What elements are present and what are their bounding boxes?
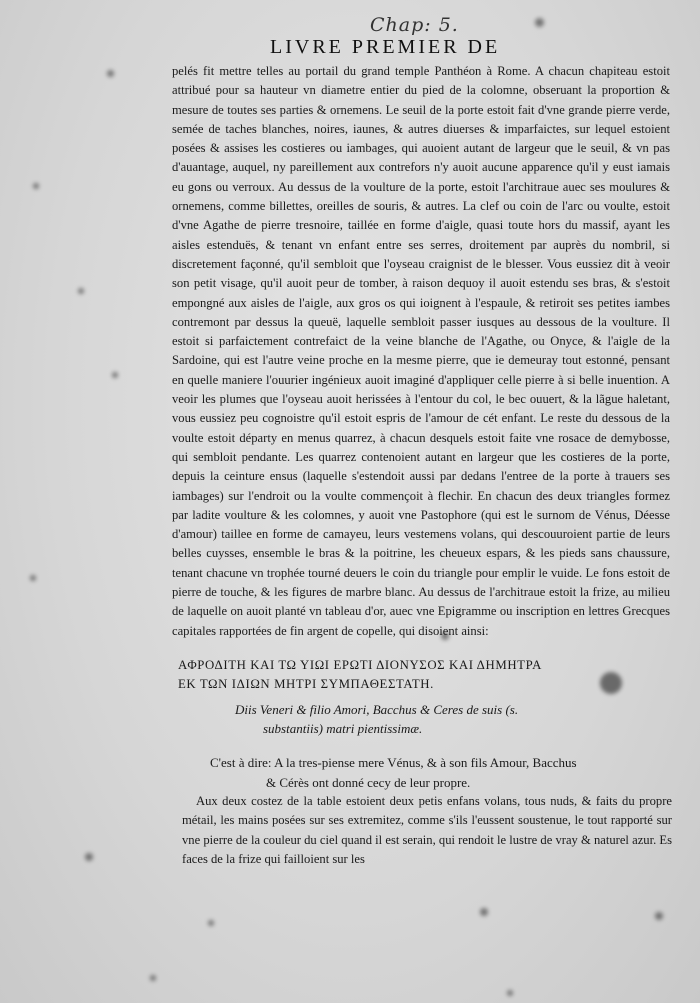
ink-spot (150, 975, 156, 981)
ink-spot (655, 912, 663, 920)
ink-spot (107, 70, 114, 77)
ink-spot (507, 990, 513, 996)
greek-line: ΑΦΡΟΔΙΤΗ ΚΑΙ ΤΩ ΥΙΩΙ ΕΡΩΤΙ ΔΙΟΝΥΣΟΣ ΚΑΙ ΔΗΜΗΤΡΑ (178, 658, 542, 672)
greek-line: ΕΚ ΤΩΝ ΙΔΙΩΝ ΜΗΤΡΙ ΣΥΜΠΑΘΕΣΤΑΤΗ. (178, 677, 434, 691)
latin-inscription (235, 700, 615, 738)
translation-line: C'est à dire: A la tres-piense mere Vénus, & à son fils Amour, Bacchus (210, 755, 577, 770)
ink-spot (33, 183, 39, 189)
ink-spot (208, 920, 214, 926)
main-paragraph (172, 62, 670, 641)
ink-spot (535, 18, 544, 27)
handwritten-annotation: Chap: 5. (370, 14, 459, 36)
ink-spot (480, 908, 488, 916)
latin-line: substantiis) matri pientissimæ. (263, 721, 423, 736)
paragraph-text: Aux deux costez de la table estoient deux petis enfans volans, tous nuds, & faits du propre métail, les mains posées sur ses extremitez, comme s'ils l'eussent soustenue, le tout rapporté sur vne pierre de la couleur du ciel quand il est serain, qui rendoit le lustre de vray & naturel azur. Es faces de la frize qui failloient sur les (182, 794, 672, 866)
running-head: LIVRE PREMIER DE (270, 36, 501, 58)
ink-spot (78, 288, 84, 294)
ink-spot (112, 372, 118, 378)
translation-line: & Cérès ont donné cecy de leur propre. (266, 774, 471, 790)
latin-line: Diis Veneri & filio Amori, Bacchus & Ceres de suis (s. (235, 702, 519, 717)
greek-inscription (178, 656, 673, 694)
second-paragraph (182, 792, 672, 869)
ink-spot (30, 575, 36, 581)
ink-spot (85, 853, 93, 861)
paragraph-text: pelés fit mettre telles au portail du grand temple Panthéon à Rome. A chacun chapiteau estoit attribué pour sa hauteur vn diametre entier du pied de la colomne, obseruant la proportion & mesure de toutes ses parties & ornemens. Le seuil de la porte estoit fait d'vne grande pierre verde, semée de taches blanches, noires, iaunes, & autres diuerses & imparfaictes, sur lequel estoient posées & assises les costieres ou iambages, qui auoient autant de largeur que le seuil, & vn pas d'auantage, auquel, ny pareillement aux contrefors n'y auoit aucune apparence qu'il y eust iamais eu gons ou verroux. Au dessus de la voulture de la porte, estoit l'architraue auec ses moulures & ornemens, comme billettes, oreilles de souris, & autres. La clef ou coin de l'arc ou voulte, estoit d'vne Agathe de pierre tresnoire, taillée en forme d'aigle, quasi toute hors du massif, ayant les aisles estenduës, & tenant vn enfant entre ses serres, droitement par auprès du nombril, si discretement façonné, qu'il sembloit que l'oyseau craignist de le blesser. Vous eussiez dit à veoir son petit visage, qu'il auoit peur de tomber, à raison dequoy il auoit estendu ses bras, & s'estoit empongné aux aisles de l'aigle, aux gros os qui ioignent à l'espaule, & retiroit ses petites iambes contremont par dessus la queuë, laquelle sembloit passer iusques au dessous de la voulture. Il estoit si parfaictement contrefaict de la veine blanche de l'Agathe, ou Onyce, & l'aigle de la Sardoine, qui est l'autre veine proche en la mesme pierre, que ie demeuray tout estonné, pensant en quelle maniere l'ouurier ingénieux auoit imaginé d'appliquer celle pierre à si belle inuention. A veoir les plumes que l'oyseau auoit herissées à l'entour du col, le bec ouuert, & la lãgue haletant, vous eussiez peu cognoistre qu'il estoit espris de l'amour de cét enfant. Le reste du dessous de la voulte estoit départy en menus quarrez, à chacun desquels estoit faite vne rosace de demybosse, qui sembloit pendante. Les quarrez contenoient autant en largeur que les costieres de la porte, depuis la ceinture ensus (laquelle s'estendoit aussi par dedans l'entree de la porte à trauers ses iambages) sur l'endroit ou la voulte commençoit à flechir. En chacun des deux triangles formez par ladite voulture & les colomnes, y auoit vne Pastophore (qui est le surnom de Vénus, Déesse d'amour) taillee en forme de camayeu, leurs vestemens volans, qui descouuroient partie de leurs belles cuysses, ensemble le bras & la poitrine, les cheueux espars, & les pieds sans chaussure, tenant chacune vn trophée tourné deuers le coin du triangle pour emplir le vuide. Le fons estoit de pierre de touche, & les figures de marbre blanc. Au dessus de l'architraue estoit la frize, au milieu de laquelle on auoit planté vn tableau d'or, auec vne Epigramme ou inscription en lettres Grecques capitales rapportées de fin argent de copelle, qui disoient ainsi: (172, 64, 670, 638)
french-translation (210, 753, 630, 792)
